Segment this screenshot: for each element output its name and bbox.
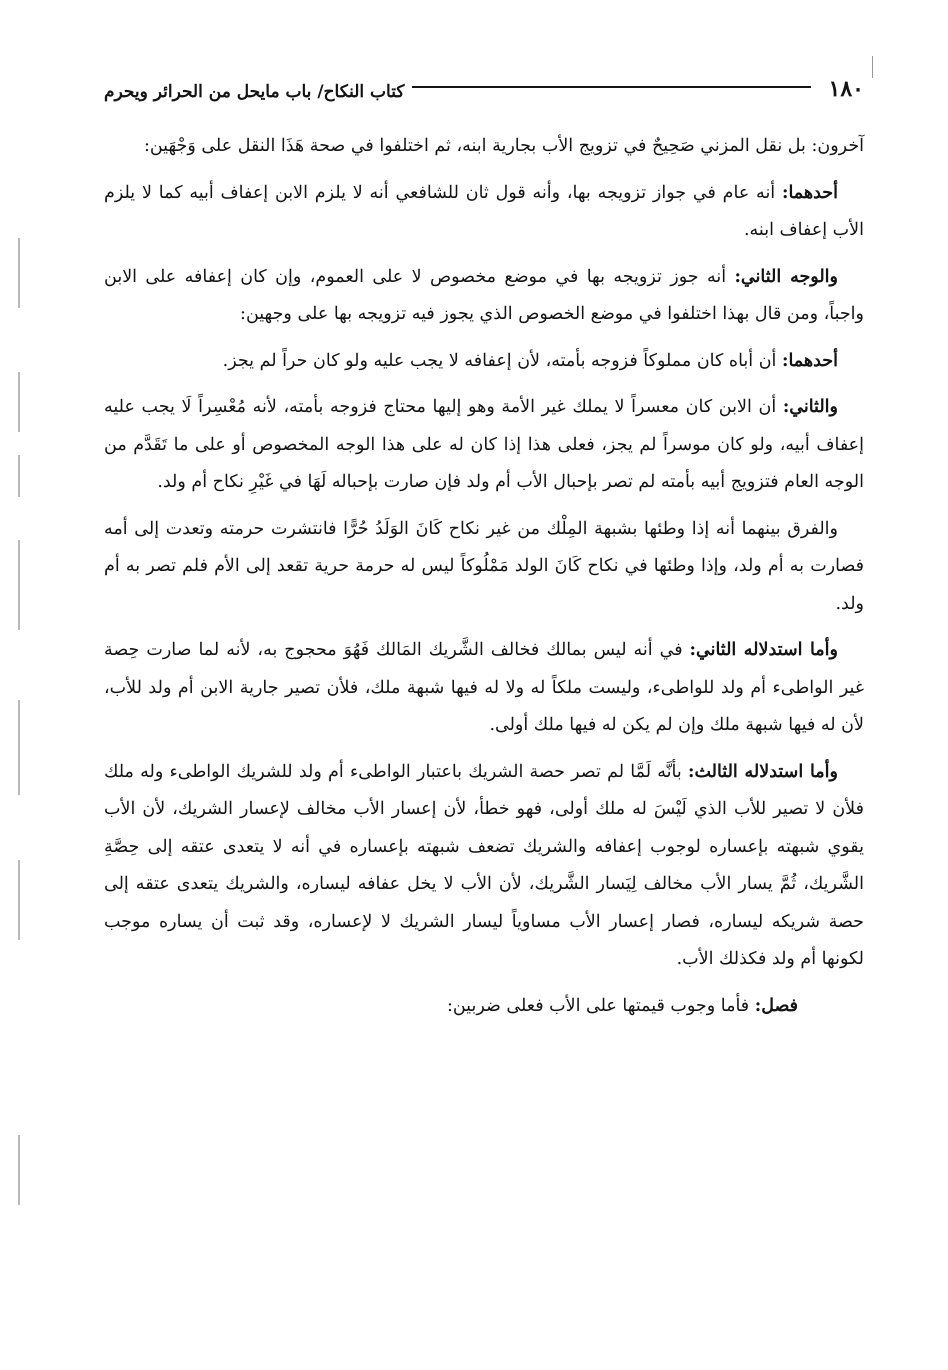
paragraph bbox=[104, 754, 864, 979]
paragraph bbox=[104, 389, 864, 502]
paragraph bbox=[104, 632, 864, 745]
page-header bbox=[104, 62, 864, 102]
paragraph-lead: وأما استدلاله الثاني: bbox=[689, 640, 838, 660]
paragraph-text: في أنه ليس بمالك فخالف الشَّريك المَالك فَهُوَ محجوج به، لأنه لما صارت حِصة غير الواطىء أم ولد للواطىء، وليست ملكاً له ولا له فيها شبهة ملك، فلأن تصير جارية الابن أم ولد للأب، لأن له فيها شبهة ملك وإن لم يكن له فيها ملك أولى. bbox=[104, 640, 864, 735]
running-title: كتاب النكاح/ باب مايحل من الحرائر ويحرم bbox=[104, 82, 405, 102]
paragraph-lead: والثاني: bbox=[782, 397, 838, 417]
paragraph-text: آخرون: بل نقل المزني صَحِيحٌ في تزويج الأب بجارية ابنه، ثم اختلفوا في صحة هَذَا النقل على وَجْهَين: bbox=[143, 136, 864, 156]
paragraph bbox=[104, 175, 864, 250]
paragraph-text: والفرق بينهما أنه إذا وطئها بشبهة المِلْك من غير نكاح كَانَ الوَلَدُ حُرًّا فانتشرت حرمته وتعدت إلى أمه فصارت به أم ولد، وإذا وطئها في نكاح كَانَ الولد مَمْلُوكاً ليس له حرمة حرية تقعد إلى الأم فلم تصر به أم ولد. bbox=[104, 518, 864, 614]
paragraph-text: بأنَّه لَمَّا لم تصر حصة الشريك باعتبار الواطىء أم ولد للشريك الواطىء وله ملك فلأن لا تصير للأب الذي لَيْسَ له ملك أولى، فهو خطأ، لأن إعسار الأب مخالف لإعسار الشريك، لأن الأب يقوي شبهته بإعساره لوجوب إعفافه والشريك تضعف شبهته بإعساره في أنه لا يتعدى عتقه إلى حِصَّةِ الشَّريك، ثُمَّ يسار الأب مخالف لِيَسار الشَّريك، لأن الأب لا يخل عفافه ليساره، والشريك يتعدى عتقه إلى حصة شريكه ليساره، فصار إعسار الأب مساوياً ليسار الشريك لا لإعساره، وقد ثبت أن يساره موجب لكونها أم ولد فكذلك الأب. bbox=[104, 761, 864, 969]
paragraph bbox=[104, 128, 864, 166]
paragraph-text: أنه جوز تزويجه بها في موضع مخصوص لا على العموم، وإن كان إعفافه على الابن واجباً، ومن قال بهذا اختلفوا في موضع الخصوص الذي يجوز فيه تزويجه بها على وجهين: bbox=[104, 266, 864, 324]
section-heading: فصل: bbox=[754, 995, 798, 1016]
paragraph bbox=[104, 343, 864, 381]
paragraph-lead: أحدهما: bbox=[781, 350, 838, 371]
paragraph-text: أن الابن كان معسراً لا يملك غير الأمة وهو إليها محتاج فزوجه بأمته، لأنه مُعْسِراً لَا يجب عليه إعفاف أبيه، ولو كان موسراً لم يجز، فعلى هذا إذا كان له على هذا الوجه المخصوص أو على ما تَقَدَّم من الوجه العام فتزويج أبيه بأمته لم تصر بإحبال الأب أم ولد فإن صارت بإحباله لَهَا في غَيْرِ نكاح أم ولد. bbox=[104, 397, 864, 492]
margin-bar bbox=[18, 1135, 20, 1205]
margin-bar bbox=[18, 372, 20, 432]
margin-bar bbox=[18, 700, 20, 795]
page-number: ١٨٠ bbox=[828, 76, 864, 102]
page-body bbox=[104, 128, 864, 1034]
paragraph bbox=[104, 511, 864, 624]
paragraph bbox=[104, 259, 864, 334]
paragraph-text: أنه عام في جواز تزويجه بها، وأنه قول ثان للشافعي أنه لا يلزم الابن إعفاف أبيه كما لا يلزم الأب إعفاف ابنه. bbox=[104, 182, 864, 240]
paragraph-lead: والوجه الثاني: bbox=[734, 266, 838, 287]
paragraph bbox=[104, 988, 864, 1026]
paragraph-text: أن أباه كان مملوكاً فزوجه بأمته، لأن إعفافه لا يجب عليه ولو كان حراً لم يجز. bbox=[222, 350, 782, 371]
header-rule bbox=[412, 86, 810, 88]
scan-mark bbox=[872, 56, 873, 78]
paragraph-lead: وأما استدلاله الثالث: bbox=[687, 761, 838, 782]
margin-bar bbox=[18, 238, 20, 308]
paragraph-text: فأما وجوب قيمتها على الأب فعلى ضربين: bbox=[446, 995, 755, 1016]
margin-bar bbox=[18, 455, 20, 497]
margin-bar bbox=[18, 540, 20, 630]
paragraph-lead: أحدهما: bbox=[781, 182, 838, 203]
margin-bar bbox=[18, 860, 20, 940]
